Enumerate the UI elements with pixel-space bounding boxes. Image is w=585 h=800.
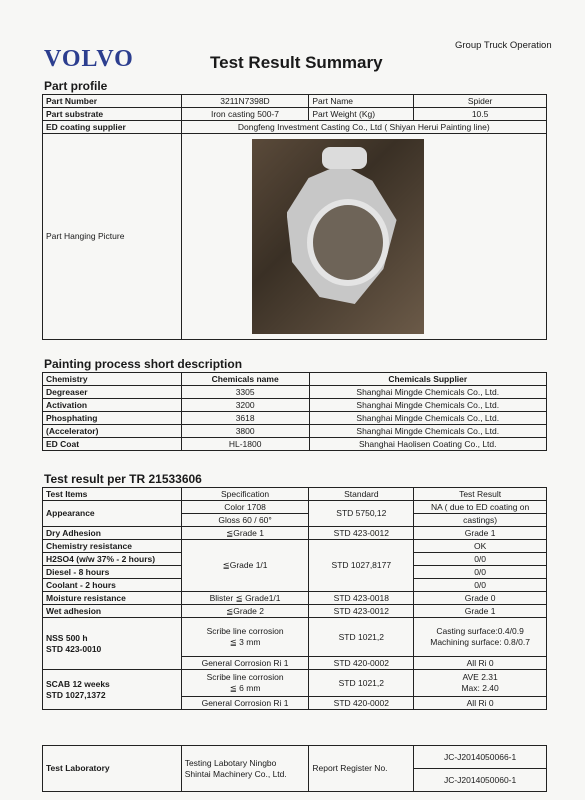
cell: Shanghai Haolisen Coating Co., Ltd. [309, 438, 546, 451]
test-item: Moisture resistance [43, 592, 182, 605]
column-header: Chemistry [43, 373, 182, 386]
column-header: Test Result [414, 488, 547, 501]
cell: STD 423-0012 [309, 527, 414, 540]
cell-line: Scribe line corrosion [206, 626, 284, 636]
cell: castings) [414, 514, 547, 527]
test-item-line: NSS 500 h [46, 632, 88, 643]
test-item-line: SCAB 12 weeks [46, 678, 110, 689]
page-title: Test Result Summary [210, 53, 383, 72]
cell: Shanghai Mingde Chemicals Co., Ltd. [309, 386, 546, 399]
cell: OK [414, 540, 547, 553]
table-row [43, 108, 547, 121]
lab-name-line: Testing Labotary Ningbo [184, 757, 277, 768]
cell: STD 423-0018 [309, 592, 414, 605]
results-heading: Test result per TR 21533606 [44, 472, 202, 486]
cell: Grade 1 [414, 527, 547, 540]
test-item-line: STD 1027,1372 [46, 689, 106, 700]
cell: Shanghai Mingde Chemicals Co., Ltd. [309, 425, 546, 438]
table-row [43, 605, 547, 618]
test-item: H2SO4 (w/w 37% - 2 hours) [43, 553, 182, 566]
register-number: JC-J2014050066-1 [414, 746, 547, 769]
picture-cell [181, 134, 546, 340]
label: Part Hanging Picture [43, 134, 182, 340]
cell-line: Casting surface:0.4/0.9 [436, 626, 524, 636]
cell: ED Coat [43, 438, 182, 451]
cell: 3618 [181, 412, 309, 425]
cell: 0/0 [414, 579, 547, 592]
table-row [43, 438, 547, 451]
cell [181, 670, 309, 697]
table-header-row [43, 373, 547, 386]
cell [414, 670, 547, 697]
organization-label: Group Truck Operation [455, 40, 552, 51]
table-row [43, 95, 547, 108]
column-header: Test Items [43, 488, 182, 501]
value: 3211N7398D [181, 95, 309, 108]
lab-table [42, 745, 547, 792]
cell: Blister ≦ Grade1/1 [181, 592, 309, 605]
cell: STD 1027,8177 [309, 540, 414, 592]
test-item [43, 618, 182, 670]
part-lug-image [322, 147, 367, 169]
part-profile-table [42, 94, 547, 340]
table-row [43, 412, 547, 425]
cell-line: AVE 2.31 [462, 672, 498, 682]
cell: 0/0 [414, 566, 547, 579]
table-row [43, 399, 547, 412]
part-hole-image [307, 199, 389, 286]
cell-line: Scribe line corrosion [206, 672, 284, 682]
test-item: Wet adhesion [43, 605, 182, 618]
cell: ≦Grade 1/1 [181, 540, 309, 592]
cell: Degreaser [43, 386, 182, 399]
table-row [43, 527, 547, 540]
value: Iron casting 500-7 [181, 108, 309, 121]
value: Dongfeng Investment Casting Co., Ltd ( Shiyan Herui Painting line) [181, 121, 546, 134]
test-item: Diesel - 8 hours [43, 566, 182, 579]
cell: Grade 0 [414, 592, 547, 605]
volvo-logo: VOLVO [44, 46, 134, 72]
lab-label: Test Laboratory [43, 746, 182, 792]
test-item-line: STD 423-0010 [46, 643, 102, 654]
cell: STD 420-0002 [309, 697, 414, 710]
cell: ≦Grade 2 [181, 605, 309, 618]
results-table [42, 487, 547, 710]
cell: Shanghai Mingde Chemicals Co., Ltd. [309, 399, 546, 412]
label: Part substrate [43, 108, 182, 121]
cell-line: ≦ 3 mm [229, 637, 261, 647]
cell: 0/0 [414, 553, 547, 566]
table-row [43, 501, 547, 514]
part-profile-heading: Part profile [44, 79, 108, 93]
test-item: Chemistry resistance [43, 540, 182, 553]
cell: Activation [43, 399, 182, 412]
painting-table [42, 372, 547, 451]
table-row [43, 540, 547, 553]
cell-line: Max: 2.40 [461, 683, 499, 693]
cell: Phosphating [43, 412, 182, 425]
column-header: Chemicals name [181, 373, 309, 386]
cell: HL-1800 [181, 438, 309, 451]
test-item: Coolant - 2 hours [43, 579, 182, 592]
cell: (Accelerator) [43, 425, 182, 438]
cell: General Corrosion Ri 1 [181, 657, 309, 670]
lab-name [181, 746, 309, 792]
table-row [43, 670, 547, 697]
cell-line: Machining surface: 0.8/0.7 [430, 637, 530, 647]
table-header-row [43, 488, 547, 501]
table-row [43, 134, 547, 340]
cell-line: ≦ 6 mm [229, 683, 261, 693]
cell: NA ( due to ED coating on [414, 501, 547, 514]
cell: 3800 [181, 425, 309, 438]
cell: STD 420-0002 [309, 657, 414, 670]
cell: STD 1021,2 [309, 618, 414, 657]
cell: Shanghai Mingde Chemicals Co., Ltd. [309, 412, 546, 425]
cell: All Ri 0 [414, 697, 547, 710]
test-item: Dry Adhesion [43, 527, 182, 540]
label: Part Weight (Kg) [309, 108, 414, 121]
label: ED coating supplier [43, 121, 182, 134]
cell: ≦Grade 1 [181, 527, 309, 540]
cell [414, 618, 547, 657]
label: Part Name [309, 95, 414, 108]
test-item: Appearance [43, 501, 182, 527]
table-row [43, 425, 547, 438]
label: Part Number [43, 95, 182, 108]
cell: Gloss 60 / 60° [181, 514, 309, 527]
table-row [43, 618, 547, 657]
register-label: Report Register No. [309, 746, 414, 792]
cell [181, 618, 309, 657]
cell: 3200 [181, 399, 309, 412]
cell: STD 423-0012 [309, 605, 414, 618]
table-row [43, 592, 547, 605]
cell: 3305 [181, 386, 309, 399]
lab-name-line: Shintai Machinery Co., Ltd. [184, 768, 287, 779]
cell: General Corrosion Ri 1 [181, 697, 309, 710]
register-number: JC-J2014050060-1 [414, 769, 547, 792]
table-row [43, 121, 547, 134]
table-row [43, 746, 547, 769]
cell: Color 1708 [181, 501, 309, 514]
value: Spider [414, 95, 547, 108]
part-photo [252, 139, 424, 334]
cell: Grade 1 [414, 605, 547, 618]
column-header: Standard [309, 488, 414, 501]
painting-heading: Painting process short description [44, 357, 243, 371]
cell: STD 5750,12 [309, 501, 414, 527]
test-item [43, 670, 182, 710]
column-header: Specification [181, 488, 309, 501]
table-row [43, 386, 547, 399]
value: 10.5 [414, 108, 547, 121]
column-header: Chemicals Supplier [309, 373, 546, 386]
cell: All Ri 0 [414, 657, 547, 670]
cell: STD 1021,2 [309, 670, 414, 697]
